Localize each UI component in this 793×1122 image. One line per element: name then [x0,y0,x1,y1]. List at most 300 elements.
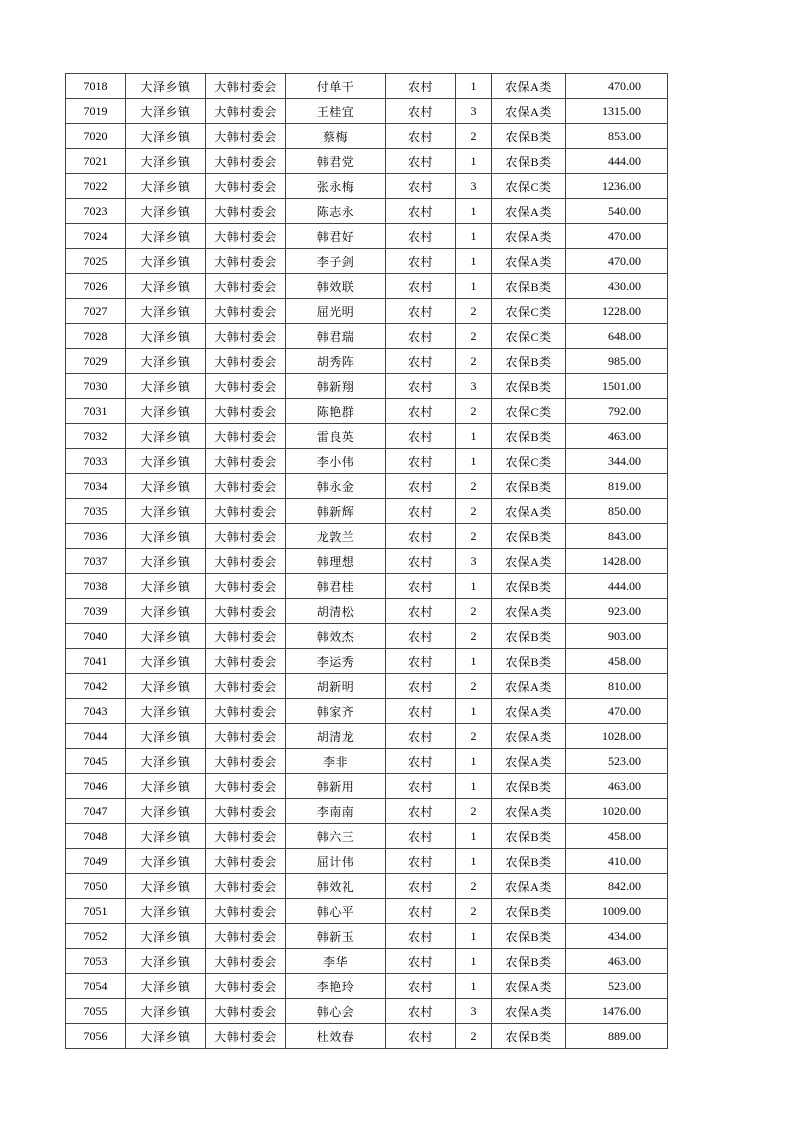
cell-township: 大泽乡镇 [126,374,206,399]
table-row [66,724,668,749]
cell-amount: 458.00 [566,649,668,674]
cell-amount: 470.00 [566,224,668,249]
cell-category: 农保B类 [492,149,566,174]
cell-type: 农村 [386,374,456,399]
cell-amount: 1501.00 [566,374,668,399]
cell-township: 大泽乡镇 [126,599,206,624]
cell-village: 大韩村委会 [206,849,286,874]
cell-amount: 792.00 [566,399,668,424]
table-row [66,124,668,149]
cell-id: 7027 [66,299,126,324]
cell-name: 韩新辉 [286,499,386,524]
cell-township: 大泽乡镇 [126,174,206,199]
cell-category: 农保C类 [492,449,566,474]
table-row [66,649,668,674]
cell-village: 大韩村委会 [206,949,286,974]
cell-id: 7051 [66,899,126,924]
cell-township: 大泽乡镇 [126,224,206,249]
table-row [66,949,668,974]
cell-type: 农村 [386,899,456,924]
table-row [66,749,668,774]
cell-count: 2 [456,524,492,549]
cell-amount: 985.00 [566,349,668,374]
cell-count: 2 [456,674,492,699]
cell-amount: 843.00 [566,524,668,549]
cell-category: 农保B类 [492,349,566,374]
cell-category: 农保A类 [492,724,566,749]
cell-count: 1 [456,74,492,99]
cell-township: 大泽乡镇 [126,949,206,974]
cell-category: 农保B类 [492,1024,566,1049]
cell-id: 7019 [66,99,126,124]
cell-type: 农村 [386,674,456,699]
cell-count: 1 [456,224,492,249]
cell-id: 7035 [66,499,126,524]
cell-id: 7050 [66,874,126,899]
table-row [66,499,668,524]
cell-count: 1 [456,849,492,874]
cell-id: 7040 [66,624,126,649]
cell-type: 农村 [386,549,456,574]
cell-count: 1 [456,449,492,474]
cell-id: 7046 [66,774,126,799]
table-row [66,999,668,1024]
cell-township: 大泽乡镇 [126,1024,206,1049]
cell-count: 2 [456,1024,492,1049]
cell-name: 龙敦兰 [286,524,386,549]
cell-name: 李南南 [286,799,386,824]
cell-township: 大泽乡镇 [126,999,206,1024]
cell-township: 大泽乡镇 [126,624,206,649]
cell-village: 大韩村委会 [206,824,286,849]
cell-count: 1 [456,774,492,799]
table-row [66,249,668,274]
cell-category: 农保A类 [492,499,566,524]
cell-name: 胡新明 [286,674,386,699]
cell-village: 大韩村委会 [206,74,286,99]
cell-category: 农保B类 [492,124,566,149]
cell-village: 大韩村委会 [206,124,286,149]
cell-id: 7036 [66,524,126,549]
cell-name: 张永梅 [286,174,386,199]
table-row [66,99,668,124]
cell-amount: 1315.00 [566,99,668,124]
table-row [66,799,668,824]
cell-id: 7043 [66,699,126,724]
cell-name: 胡清龙 [286,724,386,749]
cell-count: 3 [456,174,492,199]
cell-category: 农保B类 [492,649,566,674]
cell-id: 7029 [66,349,126,374]
cell-name: 蔡梅 [286,124,386,149]
cell-amount: 444.00 [566,574,668,599]
cell-category: 农保B类 [492,474,566,499]
table-row [66,599,668,624]
cell-category: 农保B类 [492,824,566,849]
cell-township: 大泽乡镇 [126,124,206,149]
cell-village: 大韩村委会 [206,774,286,799]
cell-name: 屈光明 [286,299,386,324]
cell-count: 2 [456,324,492,349]
cell-count: 1 [456,824,492,849]
cell-category: 农保C类 [492,324,566,349]
cell-category: 农保B类 [492,949,566,974]
cell-amount: 463.00 [566,949,668,974]
cell-township: 大泽乡镇 [126,899,206,924]
cell-category: 农保B类 [492,574,566,599]
cell-category: 农保A类 [492,74,566,99]
cell-village: 大韩村委会 [206,799,286,824]
cell-village: 大韩村委会 [206,449,286,474]
table-row [66,824,668,849]
cell-category: 农保A类 [492,249,566,274]
cell-type: 农村 [386,424,456,449]
cell-type: 农村 [386,399,456,424]
cell-amount: 1476.00 [566,999,668,1024]
cell-count: 2 [456,724,492,749]
cell-name: 韩家齐 [286,699,386,724]
cell-type: 农村 [386,249,456,274]
cell-type: 农村 [386,349,456,374]
cell-village: 大韩村委会 [206,674,286,699]
cell-category: 农保B类 [492,274,566,299]
cell-village: 大韩村委会 [206,999,286,1024]
cell-type: 农村 [386,924,456,949]
cell-count: 1 [456,424,492,449]
cell-amount: 463.00 [566,774,668,799]
cell-amount: 444.00 [566,149,668,174]
cell-name: 屈计伟 [286,849,386,874]
cell-name: 韩新翔 [286,374,386,399]
cell-name: 胡秀阵 [286,349,386,374]
cell-count: 1 [456,974,492,999]
cell-type: 农村 [386,999,456,1024]
cell-name: 韩君好 [286,224,386,249]
table-body [66,74,668,1049]
cell-township: 大泽乡镇 [126,149,206,174]
cell-name: 王桂宜 [286,99,386,124]
cell-township: 大泽乡镇 [126,399,206,424]
cell-id: 7023 [66,199,126,224]
cell-id: 7045 [66,749,126,774]
cell-type: 农村 [386,74,456,99]
table-row [66,349,668,374]
cell-amount: 853.00 [566,124,668,149]
cell-township: 大泽乡镇 [126,249,206,274]
cell-township: 大泽乡镇 [126,324,206,349]
cell-id: 7054 [66,974,126,999]
cell-category: 农保A类 [492,224,566,249]
cell-village: 大韩村委会 [206,724,286,749]
cell-category: 农保A类 [492,999,566,1024]
cell-amount: 810.00 [566,674,668,699]
cell-name: 韩新用 [286,774,386,799]
cell-id: 7025 [66,249,126,274]
cell-name: 韩理想 [286,549,386,574]
cell-village: 大韩村委会 [206,974,286,999]
cell-name: 杜效春 [286,1024,386,1049]
cell-type: 农村 [386,624,456,649]
cell-count: 1 [456,249,492,274]
cell-id: 7031 [66,399,126,424]
table-row [66,374,668,399]
cell-category: 农保B类 [492,624,566,649]
table-row [66,274,668,299]
cell-township: 大泽乡镇 [126,524,206,549]
cell-category: 农保C类 [492,299,566,324]
cell-type: 农村 [386,124,456,149]
cell-township: 大泽乡镇 [126,849,206,874]
cell-amount: 434.00 [566,924,668,949]
cell-type: 农村 [386,199,456,224]
cell-id: 7048 [66,824,126,849]
cell-id: 7020 [66,124,126,149]
cell-id: 7047 [66,799,126,824]
cell-name: 韩效联 [286,274,386,299]
cell-township: 大泽乡镇 [126,974,206,999]
cell-id: 7056 [66,1024,126,1049]
cell-village: 大韩村委会 [206,599,286,624]
cell-count: 2 [456,599,492,624]
cell-id: 7044 [66,724,126,749]
cell-amount: 903.00 [566,624,668,649]
cell-category: 农保A类 [492,699,566,724]
cell-type: 农村 [386,799,456,824]
cell-township: 大泽乡镇 [126,749,206,774]
cell-category: 农保B类 [492,849,566,874]
table-row [66,574,668,599]
cell-type: 农村 [386,174,456,199]
cell-type: 农村 [386,874,456,899]
cell-township: 大泽乡镇 [126,824,206,849]
cell-township: 大泽乡镇 [126,274,206,299]
cell-id: 7038 [66,574,126,599]
cell-village: 大韩村委会 [206,199,286,224]
cell-category: 农保A类 [492,99,566,124]
cell-id: 7037 [66,549,126,574]
cell-count: 2 [456,799,492,824]
table-row [66,149,668,174]
cell-type: 农村 [386,849,456,874]
cell-type: 农村 [386,949,456,974]
cell-id: 7041 [66,649,126,674]
cell-type: 农村 [386,499,456,524]
cell-count: 2 [456,499,492,524]
roster-table [65,73,668,1049]
cell-category: 农保A类 [492,549,566,574]
cell-category: 农保C类 [492,399,566,424]
cell-count: 2 [456,349,492,374]
cell-category: 农保B类 [492,774,566,799]
cell-type: 农村 [386,974,456,999]
cell-village: 大韩村委会 [206,149,286,174]
cell-count: 1 [456,649,492,674]
cell-village: 大韩村委会 [206,549,286,574]
cell-type: 农村 [386,274,456,299]
cell-name: 韩新玉 [286,924,386,949]
cell-village: 大韩村委会 [206,574,286,599]
cell-village: 大韩村委会 [206,524,286,549]
cell-township: 大泽乡镇 [126,649,206,674]
cell-township: 大泽乡镇 [126,549,206,574]
cell-name: 韩效杰 [286,624,386,649]
table-row [66,74,668,99]
cell-type: 农村 [386,1024,456,1049]
cell-amount: 1020.00 [566,799,668,824]
cell-township: 大泽乡镇 [126,874,206,899]
cell-amount: 1009.00 [566,899,668,924]
cell-amount: 1028.00 [566,724,668,749]
cell-type: 农村 [386,724,456,749]
cell-id: 7042 [66,674,126,699]
cell-id: 7030 [66,374,126,399]
cell-category: 农保A类 [492,749,566,774]
cell-name: 韩君桂 [286,574,386,599]
cell-village: 大韩村委会 [206,499,286,524]
cell-id: 7039 [66,599,126,624]
cell-township: 大泽乡镇 [126,699,206,724]
cell-name: 韩心平 [286,899,386,924]
cell-category: 农保B类 [492,924,566,949]
cell-name: 李运秀 [286,649,386,674]
table-row [66,524,668,549]
cell-name: 胡清松 [286,599,386,624]
cell-category: 农保B类 [492,899,566,924]
cell-type: 农村 [386,649,456,674]
table-row [66,624,668,649]
cell-type: 农村 [386,299,456,324]
table-row [66,424,668,449]
cell-village: 大韩村委会 [206,624,286,649]
cell-id: 7053 [66,949,126,974]
cell-village: 大韩村委会 [206,924,286,949]
cell-village: 大韩村委会 [206,424,286,449]
cell-village: 大韩村委会 [206,1024,286,1049]
cell-village: 大韩村委会 [206,649,286,674]
cell-village: 大韩村委会 [206,274,286,299]
cell-name: 付单干 [286,74,386,99]
cell-category: 农保A类 [492,599,566,624]
cell-township: 大泽乡镇 [126,424,206,449]
table-row [66,874,668,899]
cell-amount: 1428.00 [566,549,668,574]
cell-village: 大韩村委会 [206,224,286,249]
cell-count: 2 [456,899,492,924]
cell-name: 雷良英 [286,424,386,449]
cell-township: 大泽乡镇 [126,449,206,474]
cell-type: 农村 [386,224,456,249]
cell-count: 2 [456,399,492,424]
cell-count: 1 [456,949,492,974]
cell-id: 7022 [66,174,126,199]
table-row [66,1024,668,1049]
cell-id: 7018 [66,74,126,99]
table-row [66,224,668,249]
cell-count: 2 [456,299,492,324]
cell-village: 大韩村委会 [206,899,286,924]
cell-village: 大韩村委会 [206,249,286,274]
cell-township: 大泽乡镇 [126,349,206,374]
cell-count: 1 [456,699,492,724]
table-row [66,974,668,999]
cell-name: 陈志永 [286,199,386,224]
cell-count: 3 [456,374,492,399]
cell-village: 大韩村委会 [206,874,286,899]
cell-id: 7024 [66,224,126,249]
cell-name: 韩效礼 [286,874,386,899]
cell-village: 大韩村委会 [206,399,286,424]
table-row [66,399,668,424]
cell-village: 大韩村委会 [206,299,286,324]
cell-count: 3 [456,99,492,124]
cell-category: 农保A类 [492,874,566,899]
cell-type: 农村 [386,774,456,799]
cell-count: 1 [456,274,492,299]
cell-village: 大韩村委会 [206,174,286,199]
cell-count: 1 [456,149,492,174]
cell-category: 农保B类 [492,524,566,549]
cell-type: 农村 [386,149,456,174]
table-row [66,699,668,724]
cell-id: 7034 [66,474,126,499]
cell-id: 7021 [66,149,126,174]
cell-name: 韩六三 [286,824,386,849]
cell-amount: 889.00 [566,1024,668,1049]
cell-count: 2 [456,874,492,899]
cell-amount: 523.00 [566,974,668,999]
cell-name: 李非 [286,749,386,774]
cell-count: 2 [456,124,492,149]
cell-amount: 1236.00 [566,174,668,199]
cell-amount: 430.00 [566,274,668,299]
cell-name: 陈艳群 [286,399,386,424]
table-row [66,849,668,874]
table-row [66,324,668,349]
cell-amount: 648.00 [566,324,668,349]
cell-township: 大泽乡镇 [126,474,206,499]
table-row [66,674,668,699]
cell-amount: 470.00 [566,74,668,99]
table-row [66,174,668,199]
cell-type: 农村 [386,449,456,474]
cell-amount: 463.00 [566,424,668,449]
cell-amount: 344.00 [566,449,668,474]
cell-type: 农村 [386,574,456,599]
table-row [66,924,668,949]
cell-amount: 470.00 [566,249,668,274]
cell-type: 农村 [386,699,456,724]
cell-name: 韩心会 [286,999,386,1024]
cell-amount: 458.00 [566,824,668,849]
cell-id: 7055 [66,999,126,1024]
cell-count: 1 [456,574,492,599]
cell-township: 大泽乡镇 [126,674,206,699]
cell-id: 7032 [66,424,126,449]
cell-township: 大泽乡镇 [126,74,206,99]
cell-name: 韩君瑞 [286,324,386,349]
cell-type: 农村 [386,99,456,124]
table-row [66,774,668,799]
cell-amount: 523.00 [566,749,668,774]
cell-village: 大韩村委会 [206,374,286,399]
cell-category: 农保A类 [492,974,566,999]
cell-township: 大泽乡镇 [126,99,206,124]
cell-amount: 850.00 [566,499,668,524]
table-row [66,549,668,574]
cell-township: 大泽乡镇 [126,774,206,799]
cell-amount: 410.00 [566,849,668,874]
cell-name: 韩君党 [286,149,386,174]
